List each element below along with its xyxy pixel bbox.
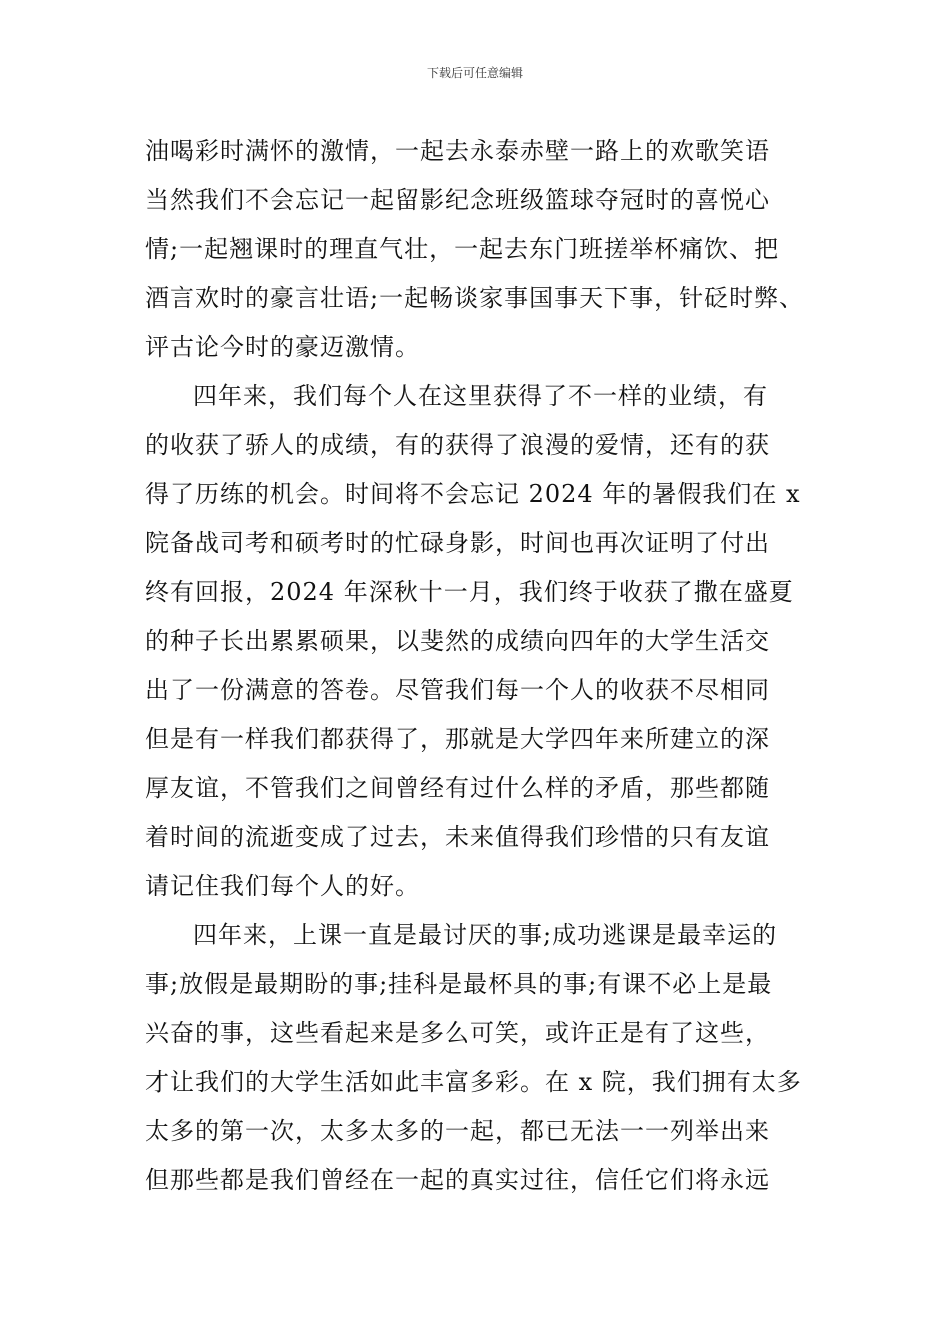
text-line: 四年来，上课一直是最讨厌的事;成功逃课是最幸运的 <box>193 921 778 949</box>
text-line: 的种子长出累累硕果，以斐然的成绩向四年的大学生活交 <box>145 627 770 655</box>
text-line: 厚友谊，不管我们之间曾经有过什么样的矛盾，那些都随 <box>145 774 770 802</box>
text-line: 兴奋的事，这些看起来是多么可笑，或许正是有了这些， <box>145 1019 770 1047</box>
document-body <box>145 127 835 1205</box>
text-line: 油喝彩时满怀的激情，一起去永泰赤壁一路上的欢歌笑语 <box>145 137 770 165</box>
text-line: 得了历练的机会。时间将不会忘记 2024 年的暑假我们在 x <box>145 480 801 508</box>
text-line: 太多的第一次，太多太多的一起，都已无法一一列举出来 <box>145 1117 770 1145</box>
text-line: 但是有一样我们都获得了，那就是大学四年来所建立的深 <box>145 725 770 753</box>
text-line: 情;一起翘课时的理直气壮，一起去东门班搓举杯痛饮、把 <box>145 235 780 263</box>
text-line: 终有回报，2024 年深秋十一月，我们终于收获了撒在盛夏 <box>145 578 794 606</box>
text-line: 酒言欢时的豪言壮语;一起畅谈家事国事天下事，针砭时弊、 <box>145 284 805 312</box>
text-line: 评古论今时的豪迈激情。 <box>145 333 420 361</box>
text-line: 才让我们的大学生活如此丰富多彩。在 x 院，我们拥有太多 <box>145 1068 802 1096</box>
page-header: 下载后可任意编辑 <box>426 66 523 80</box>
text-line: 事;放假是最期盼的事;挂科是最杯具的事;有课不必上是最 <box>145 970 773 998</box>
paragraph-1 <box>145 127 835 372</box>
text-line: 着时间的流逝变成了过去，未来值得我们珍惜的只有友谊 <box>145 823 770 851</box>
text-line: 的收获了骄人的成绩，有的获得了浪漫的爱情，还有的获 <box>145 431 770 459</box>
paragraph-2 <box>145 372 835 911</box>
paragraph-3 <box>145 911 835 1205</box>
text-line: 出了一份满意的答卷。尽管我们每一个人的收获不尽相同 <box>145 676 770 704</box>
text-line: 当然我们不会忘记一起留影纪念班级篮球夺冠时的喜悦心 <box>145 186 770 214</box>
text-line: 四年来，我们每个人在这里获得了不一样的业绩，有 <box>193 382 768 410</box>
text-line: 院备战司考和硕考时的忙碌身影，时间也再次证明了付出 <box>145 529 770 557</box>
text-line: 请记住我们每个人的好。 <box>145 872 420 900</box>
text-line: 但那些都是我们曾经在一起的真实过往，信任它们将永远 <box>145 1166 770 1194</box>
